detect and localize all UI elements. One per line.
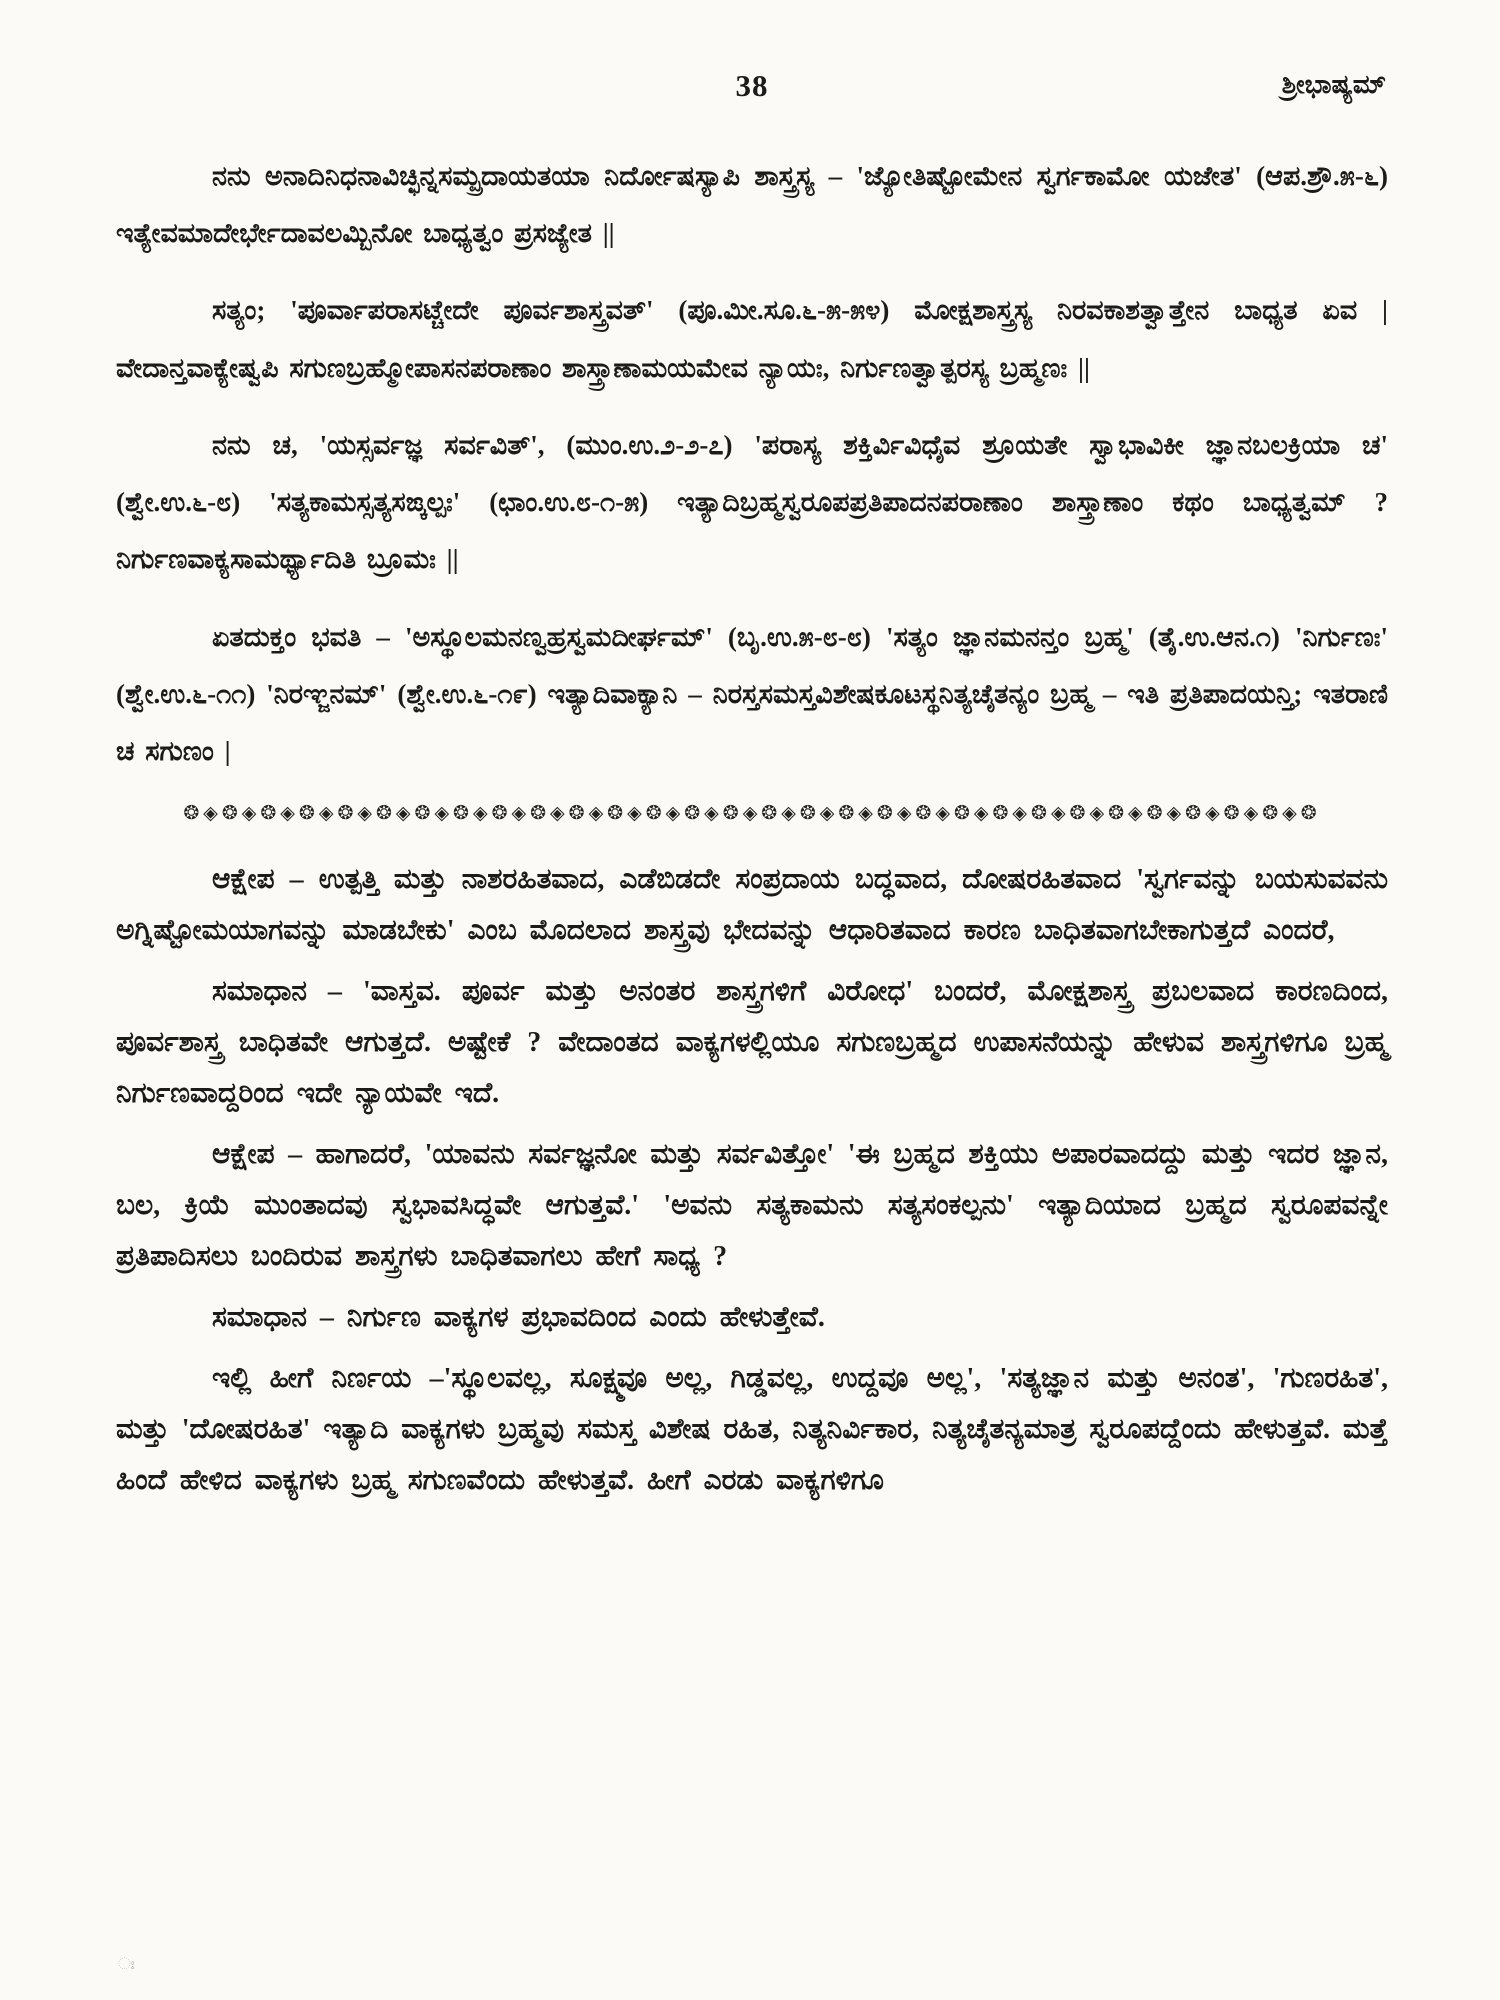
kannada-commentary-section — [116, 855, 1388, 1506]
sanskrit-paragraph: ಸತ್ಯಂ; 'ಪೂರ್ವಾಪರಾಸಟ್ಚೇದೇ ಪೂರ್ವಶಾಸ್ತ್ರವತ್' (ಪೂ.ಮೀ.ಸೂ.೬-೫-೫೪) ಮೋಕ್ಷಶಾಸ್ತ್ರಸ್ಯ ನಿರವಕಾಶತ್ವಾತ್ತೇನ ಬಾಧ್ಯತ ಏವ | ವೇದಾನ್ತವಾಕ್ಯೇಷ್ವಪಿ ಸಗುಣಬ್ರಹ್ಮೋಪಾಸನಪರಾಣಾಂ ಶಾಸ್ತ್ರಾಣಾಮಯಮೇವ ನ್ಯಾಯಃ, ನಿರ್ಗುಣತ್ವಾತ್ಪರಸ್ಯ ಬ್ರಹ್ಮಣಃ || — [116, 295, 1388, 383]
page-header — [116, 68, 1388, 112]
sanskrit-paragraph: ನನು ಅನಾದಿನಿಧನಾವಿಚ್ಛಿನ್ನಸಮ್ಪ್ರದಾಯತಯಾ ನಿರ್ದೋಷಸ್ಯಾಪಿ ಶಾಸ್ತ್ರಸ್ಯ – 'ಜ್ಯೋತಿಷ್ಟೋಮೇನ ಸ್ವರ್ಗಕಾಮೋ ಯಜೇತ' (ಆಪ.ಶ್ರೌ.೫-೬) ಇತ್ಯೇವಮಾದೇರ್ಭೇದಾವಲಮ್ಬಿನೋ ಬಾಧ್ಯತ್ವಂ ಪ್ರಸಜ್ಯೇತ || — [116, 161, 1388, 249]
sanskrit-text-section — [116, 148, 1388, 780]
sanskrit-paragraph: ಏತದುಕ್ತಂ ಭವತಿ – 'ಅಸ್ಥೂಲಮನಣ್ವಹ್ರಸ್ವಮದೀರ್ಘಮ್' (ಬೃ.ಉ.೫-೮-೮) 'ಸತ್ಯಂ ಜ್ಞಾನಮನನ್ತಂ ಬ್ರಹ್ಮ' (ತೈ.ಉ.ಆನ.೧) 'ನಿರ್ಗುಣಃ' (ಶ್ವೇ.ಉ.೬-೧೧) 'ನಿರಞ್ಜನಮ್' (ಶ್ವೇ.ಉ.೬-೧೯) ಇತ್ಯಾದಿವಾಕ್ಯಾನಿ – ನಿರಸ್ತಸಮಸ್ತವಿಶೇಷಕೂಟಸ್ಥನಿತ್ಯಚೈತನ್ಯಂ ಬ್ರಹ್ಮ – ಇತಿ ಪ್ರತಿಪಾದಯನ್ತಿ; ಇತರಾಣಿ ಚ ಸಗುಣಂ | — [116, 621, 1388, 767]
ornament-divider: ❂◈❂◈❂◈❂◈❂◈❂◈❂◈❂◈❂◈❂◈❂◈❂◈❂◈❂◈❂◈❂◈❂◈❂◈❂◈❂◈❂◈❂◈❂◈❂◈❂◈❂◈❂◈❂◈❂◈❂ — [183, 803, 1321, 825]
page-number: 38 — [735, 68, 769, 103]
scan-artifact-mark: ಃ — [118, 1956, 135, 1973]
commentary-paragraph: ಆಕ್ಷೇಪ – ಹಾಗಾದರೆ, 'ಯಾವನು ಸರ್ವಜ್ಞನೋ ಮತ್ತು ಸರ್ವವಿತ್ತೋ' 'ಈ ಬ್ರಹ್ಮದ ಶಕ್ತಿಯು ಅಪಾರವಾದದ್ದು ಮತ್ತು ಇದರ ಜ್ಞಾನ, ಬಲ, ಕ್ರಿಯೆ ಮುಂತಾದವು ಸ್ವಭಾವಸಿದ್ಧವೇ ಆಗುತ್ತವೆ.' 'ಅವನು ಸತ್ಯಕಾಮನು ಸತ್ಯಸಂಕಲ್ಪನು' ಇತ್ಯಾದಿಯಾದ ಬ್ರಹ್ಮದ ಸ್ವರೂಪವನ್ನೇ ಪ್ರತಿಪಾದಿಸಲು ಬಂದಿರುವ ಶಾಸ್ತ್ರಗಳು ಬಾಧಿತವಾಗಲು ಹೇಗೆ ಸಾಧ್ಯ ? — [116, 1139, 1388, 1273]
commentary-paragraph: ಸಮಾಧಾನ – ನಿರ್ಗುಣ ವಾಕ್ಯಗಳ ಪ್ರಭಾವದಿಂದ ಎಂದು ಹೇಳುತ್ತೇವೆ. — [212, 1301, 825, 1333]
sanskrit-paragraph: ನನು ಚ, 'ಯಸ್ಸರ್ವಜ್ಞ ಸರ್ವವಿತ್', (ಮುಂ.ಉ.೨-೨-೭) 'ಪರಾಸ್ಯ ಶಕ್ತಿರ್ವಿವಿಧೈವ ಶ್ರೂಯತೇ ಸ್ವಾಭಾವಿಕೀ ಜ್ಞಾನಬಲಕ್ರಿಯಾ ಚ' (ಶ್ವೇ.ಉ.೬-೮) 'ಸತ್ಯಕಾಮಸ್ಸತ್ಯಸಙ್ಕಲ್ಪಃ' (ಛಾಂ.ಉ.೮-೧-೫) ಇತ್ಯಾದಿಬ್ರಹ್ಮಸ್ವರೂಪಪ್ರತಿಪಾದನಪರಾಣಾಂ ಶಾಸ್ತ್ರಾಣಾಂ ಕಥಂ ಬಾಧ್ಯತ್ವಮ್ ? ನಿರ್ಗುಣವಾಕ್ಯಸಾಮರ್ಥ್ಯಾದಿತಿ ಬ್ರೂಮಃ || — [116, 429, 1388, 575]
book-title: ಶ್ರೀಭಾಷ್ಯಮ್ — [1281, 70, 1386, 99]
commentary-paragraph: ಇಲ್ಲಿ ಹೀಗೆ ನಿರ್ಣಯ –'ಸ್ಥೂಲವಲ್ಲ, ಸೂಕ್ಷ್ಮವೂ ಅಲ್ಲ, ಗಿಡ್ಡವಲ್ಲ, ಉದ್ದವೂ ಅಲ್ಲ', 'ಸತ್ಯಜ್ಞಾನ ಮತ್ತು ಅನಂತ', 'ಗುಣರಹಿತ', ಮತ್ತು 'ದೋಷರಹಿತ' ಇತ್ಯಾದಿ ವಾಕ್ಯಗಳು ಬ್ರಹ್ಮವು ಸಮಸ್ತ ವಿಶೇಷ ರಹಿತ, ನಿತ್ಯನಿರ್ವಿಕಾರ, ನಿತ್ಯಚೈತನ್ಯಮಾತ್ರ ಸ್ವರೂಪದ್ದೆಂದು ಹೇಳುತ್ತವೆ. ಮತ್ತೆ ಹಿಂದೆ ಹೇಳಿದ ವಾಕ್ಯಗಳು ಬ್ರಹ್ಮ ಸಗುಣವೆಂದು ಹೇಳುತ್ತವೆ. ಹೀಗೆ ಎರಡು ವಾಕ್ಯಗಳಿಗೂ — [116, 1362, 1388, 1496]
commentary-paragraph: ಆಕ್ಷೇಪ – ಉತ್ಪತ್ತಿ ಮತ್ತು ನಾಶರಹಿತವಾದ, ಎಡೆಬಿಡದೇ ಸಂಪ್ರದಾಯ ಬದ್ಧವಾದ, ದೋಷರಹಿತವಾದ 'ಸ್ವರ್ಗವನ್ನು ಬಯಸುವವನು ಅಗ್ನಿಷ್ಟೋಮಯಾಗವನ್ನು ಮಾಡಬೇಕು' ಎಂಬ ಮೊದಲಾದ ಶಾಸ್ತ್ರವು ಭೇದವನ್ನು ಆಧಾರಿತವಾದ ಕಾರಣ ಬಾಧಿತವಾಗಬೇಕಾಗುತ್ತದೆ ಎಂದರೆ, — [116, 864, 1388, 947]
commentary-paragraph: ಸಮಾಧಾನ – 'ವಾಸ್ತವ. ಪೂರ್ವ ಮತ್ತು ಅನಂತರ ಶಾಸ್ತ್ರಗಳಿಗೆ ವಿರೋಧ' ಬಂದರೆ, ಮೋಕ್ಷಶಾಸ್ತ್ರ ಪ್ರಬಲವಾದ ಕಾರಣದಿಂದ, ಪೂರ್ವಶಾಸ್ತ್ರ ಬಾಧಿತವೇ ಆಗುತ್ತದೆ. ಅಷ್ಟೇಕೆ ? ವೇದಾಂತದ ವಾಕ್ಯಗಳಲ್ಲಿಯೂ ಸಗುಣಬ್ರಹ್ಮದ ಉಪಾಸನೆಯನ್ನು ಹೇಳುವ ಶಾಸ್ತ್ರಗಳಿಗೂ ಬ್ರಹ್ಮ ನಿರ್ಗುಣವಾದ್ದರಿಂದ ಇದೇ ನ್ಯಾಯವೇ ಇದೆ. — [116, 976, 1388, 1110]
